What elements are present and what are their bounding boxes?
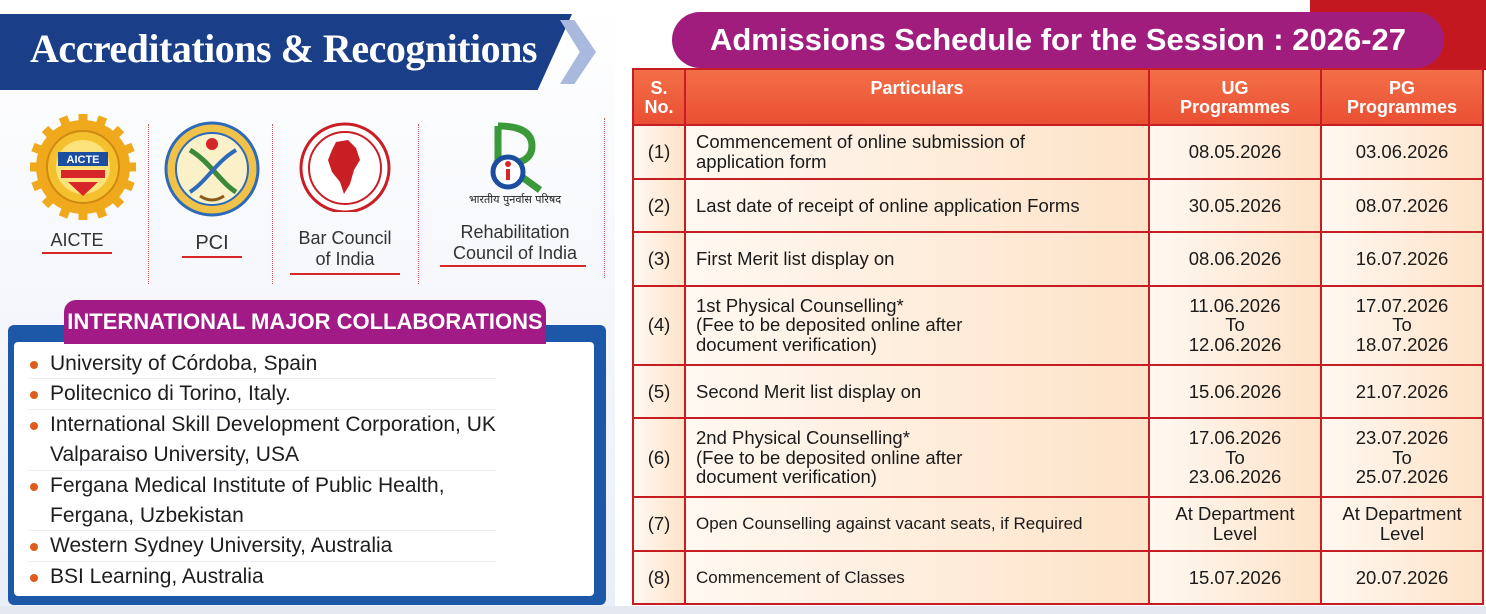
header-sno-line1: S.: [650, 78, 668, 98]
aicte-logo: [28, 112, 138, 282]
particulars-line: 1st Physical Counselling*: [696, 294, 904, 316]
row-ug-date: [1149, 365, 1321, 419]
header-ug-line1: UG: [1221, 78, 1249, 98]
pg-date-line: 18.07.2026: [1355, 333, 1449, 355]
ug-date-line: To: [1225, 446, 1245, 468]
row-pg-date: [1321, 286, 1483, 365]
row-particulars: [685, 551, 1149, 605]
row-particulars: [685, 286, 1149, 365]
rci-underline: [440, 265, 586, 267]
row-number: (6): [633, 418, 685, 497]
row-particulars: [685, 232, 1149, 286]
row-ug-date: [1149, 125, 1321, 179]
row-particulars: [685, 125, 1149, 179]
logo-divider: [272, 124, 273, 284]
row-number: (4): [633, 286, 685, 365]
row-pg-date: [1321, 179, 1483, 233]
pg-date-line: To: [1392, 446, 1412, 468]
schedule-title: Admissions Schedule for the Session : 2026-27: [672, 12, 1444, 68]
admissions-schedule-table: [632, 68, 1484, 605]
header-sno: [633, 69, 685, 125]
table-row: [633, 179, 1483, 233]
ug-date-line: 11.06.2026: [1189, 294, 1281, 316]
logo-divider: [148, 124, 149, 284]
row-particulars: [685, 497, 1149, 551]
row-number: (1): [633, 125, 685, 179]
table-row: [633, 232, 1483, 286]
row-number: (3): [633, 232, 685, 286]
collaboration-item: Politecnico di Torino, Italy.: [28, 379, 496, 409]
pg-date-line: 08.07.2026: [1355, 194, 1449, 216]
bci-caption-line1: Bar Council: [298, 228, 392, 248]
collaboration-item: Western Sydney University, Australia: [28, 531, 496, 561]
collaboration-item: International Skill Development Corporation, UK: [28, 410, 496, 440]
pci-underline: [182, 256, 242, 258]
particulars-line: application form: [696, 150, 827, 172]
table-header-row: [633, 69, 1483, 125]
aicte-underline: [42, 252, 112, 254]
pg-date-line: 03.06.2026: [1355, 141, 1449, 162]
row-pg-date: [1321, 232, 1483, 286]
header-ug: [1149, 69, 1321, 125]
pg-date-line: 25.07.2026: [1355, 466, 1449, 488]
collaboration-item: Fergana Medical Institute of Public Health,: [28, 471, 496, 501]
collaboration-item: Fergana, Uzbekistan: [28, 501, 496, 531]
particulars-line: 2nd Physical Counselling*: [696, 427, 910, 449]
row-particulars: [685, 365, 1149, 419]
pci-logo: [160, 112, 264, 282]
row-ug-date: [1149, 179, 1321, 233]
row-pg-date: [1321, 497, 1483, 551]
logo-divider: [604, 118, 605, 278]
table-row: [633, 551, 1483, 605]
collaboration-item: Valparaiso University, USA: [28, 440, 496, 470]
aicte-seal-icon: [28, 112, 138, 222]
header-pg-line2: Programmes: [1346, 97, 1458, 117]
header-particulars: Particulars: [685, 69, 1149, 125]
header-ug-line2: Programmes: [1179, 97, 1291, 117]
logo-divider: [418, 124, 419, 284]
particulars-line: Commencement of online submission of: [696, 131, 1026, 153]
rci-caption-line1: Rehabilitation: [460, 222, 570, 242]
row-ug-date: [1149, 232, 1321, 286]
pg-date-line: To: [1392, 314, 1412, 336]
pg-date-line: 21.07.2026: [1355, 380, 1449, 402]
rci-caption-line2: Council of India: [452, 243, 578, 263]
header-pg: [1321, 69, 1483, 125]
ug-date-line: 30.05.2026: [1188, 194, 1282, 216]
ug-date-line: 17.06.2026: [1188, 427, 1282, 449]
bci-logo: [288, 112, 402, 282]
row-number: (7): [633, 497, 685, 551]
table-row: [633, 497, 1483, 551]
ug-date-line: 23.06.2026: [1188, 466, 1282, 488]
bottom-strip: [0, 606, 1486, 614]
table-row: [633, 365, 1483, 419]
schedule-body: [633, 125, 1483, 604]
ug-date-line: 15.07.2026: [1188, 566, 1282, 588]
particulars-line: Second Merit list display on: [696, 380, 922, 402]
pg-date-line: 16.07.2026: [1355, 248, 1449, 269]
particulars-line: Commencement of Classes: [696, 567, 905, 587]
bci-caption-line2: of India: [315, 249, 375, 269]
table-row: [633, 286, 1483, 365]
table-row: [633, 125, 1483, 179]
table-row: [633, 418, 1483, 497]
ug-date-line: 08.05.2026: [1188, 141, 1282, 162]
row-pg-date: [1321, 551, 1483, 605]
rci-logo: [440, 112, 590, 282]
ug-date-line: Level: [1212, 522, 1258, 544]
pci-seal-icon: [160, 112, 264, 220]
aicte-caption: AICTE: [50, 230, 104, 250]
row-ug-date: [1149, 497, 1321, 551]
ug-date-line: To: [1225, 314, 1245, 336]
pg-date-line: Level: [1379, 522, 1425, 544]
row-pg-date: [1321, 418, 1483, 497]
row-number: (5): [633, 365, 685, 419]
particulars-line: (Fee to be deposited online after: [696, 314, 963, 336]
particulars-line: Last date of receipt of online application Forms: [696, 194, 1080, 216]
ug-date-line: At Department: [1175, 503, 1295, 525]
accreditations-title: Accreditations & Recognitions: [30, 26, 537, 71]
pci-caption: PCI: [195, 232, 229, 254]
row-number: (2): [633, 179, 685, 233]
row-ug-date: [1149, 286, 1321, 365]
rci-caption: [440, 222, 590, 264]
particulars-line: First Merit list display on: [696, 248, 895, 269]
row-particulars: [685, 418, 1149, 497]
ug-date-line: 08.06.2026: [1188, 248, 1282, 269]
collaboration-item: BSI Learning, Australia: [28, 562, 496, 592]
row-number: (8): [633, 551, 685, 605]
row-ug-date: [1149, 551, 1321, 605]
particulars-line: document verification): [696, 333, 877, 355]
row-pg-date: [1321, 365, 1483, 419]
pg-date-line: At Department: [1342, 503, 1462, 525]
pg-date-line: 23.07.2026: [1355, 427, 1449, 449]
pg-date-line: 20.07.2026: [1355, 566, 1449, 588]
collaborations-title: INTERNATIONAL MAJOR COLLABORATIONS: [64, 300, 546, 344]
collaboration-item: University of Córdoba, Spain: [28, 349, 496, 379]
particulars-line: document verification): [696, 466, 877, 488]
rci-hindi-text: भारतीय पुनर्वास परिषद: [468, 193, 562, 206]
row-particulars: [685, 179, 1149, 233]
particulars-line: (Fee to be deposited online after: [696, 446, 963, 468]
particulars-line: Open Counselling against vacant seats, if Required: [696, 514, 1083, 533]
collaborations-list: [28, 349, 496, 592]
row-ug-date: [1149, 418, 1321, 497]
bci-caption: [288, 228, 402, 270]
pg-date-line: 17.07.2026: [1355, 294, 1449, 316]
row-pg-date: [1321, 125, 1483, 179]
header-pg-line1: PG: [1388, 78, 1415, 98]
bci-seal-icon: [288, 112, 402, 212]
aicte-seal-text: AICTE: [66, 154, 100, 166]
header-sno-line2: No.: [644, 97, 674, 117]
bci-underline: [290, 273, 400, 275]
ug-date-line: 15.06.2026: [1188, 380, 1282, 402]
ug-date-line: 12.06.2026: [1188, 333, 1282, 355]
